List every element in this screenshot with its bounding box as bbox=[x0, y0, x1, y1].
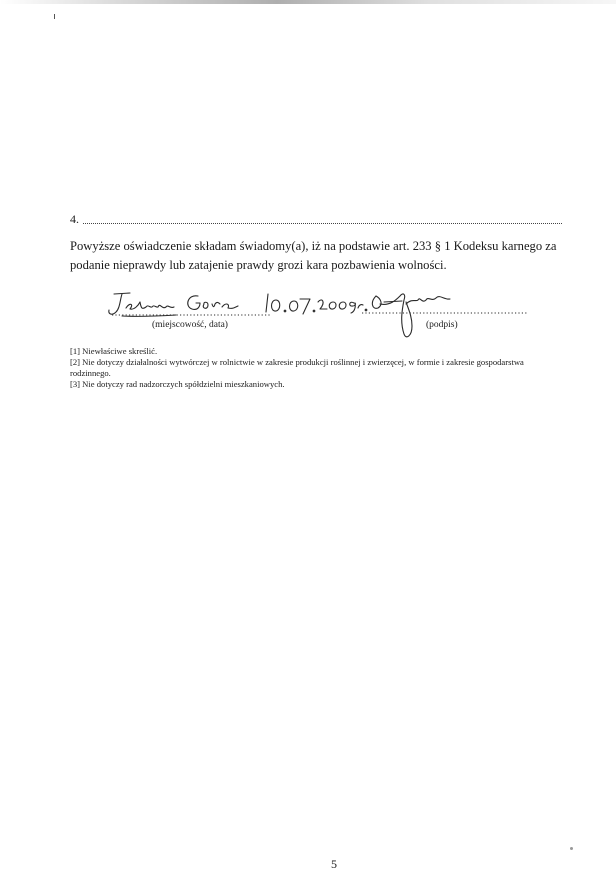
footnote-1: [1] Niewłaściwe skreślić. bbox=[70, 346, 158, 356]
footnote-3: [3] Nie dotyczy rad nadzorczych spółdzielni mieszkaniowych. bbox=[70, 379, 285, 389]
declaration-statement: Powyższe oświadczenie składam świadomy(a), iż na podstawie art. 233 § 1 Kodeksu karnego za podanie nieprawdy lub zatajenie prawdy grozi kara pozbawienia wolności. bbox=[70, 239, 557, 272]
scan-mark bbox=[54, 14, 55, 19]
scan-speck bbox=[570, 847, 573, 850]
place-date-label: (miejscowość, data) bbox=[152, 320, 228, 330]
item-4-number: 4. bbox=[70, 212, 79, 226]
footnotes bbox=[70, 346, 550, 390]
signature-block bbox=[100, 282, 540, 340]
scan-edge bbox=[0, 0, 616, 4]
handwritten-signature bbox=[372, 294, 450, 337]
item-4-line bbox=[70, 212, 562, 227]
page-number: 5 bbox=[331, 857, 337, 871]
handwritten-place-date bbox=[109, 293, 367, 316]
item-4-dotted-line bbox=[83, 213, 562, 224]
signature-label: (podpis) bbox=[426, 320, 458, 330]
footnote-2: [2] Nie dotyczy działalności wytwórczej w rolnictwie w zakresie produkcji roślinnej i zwierzęcej, w formie i zakresie gospodarstwa rodzinnego. bbox=[70, 357, 524, 378]
handwriting-svg bbox=[100, 282, 540, 340]
